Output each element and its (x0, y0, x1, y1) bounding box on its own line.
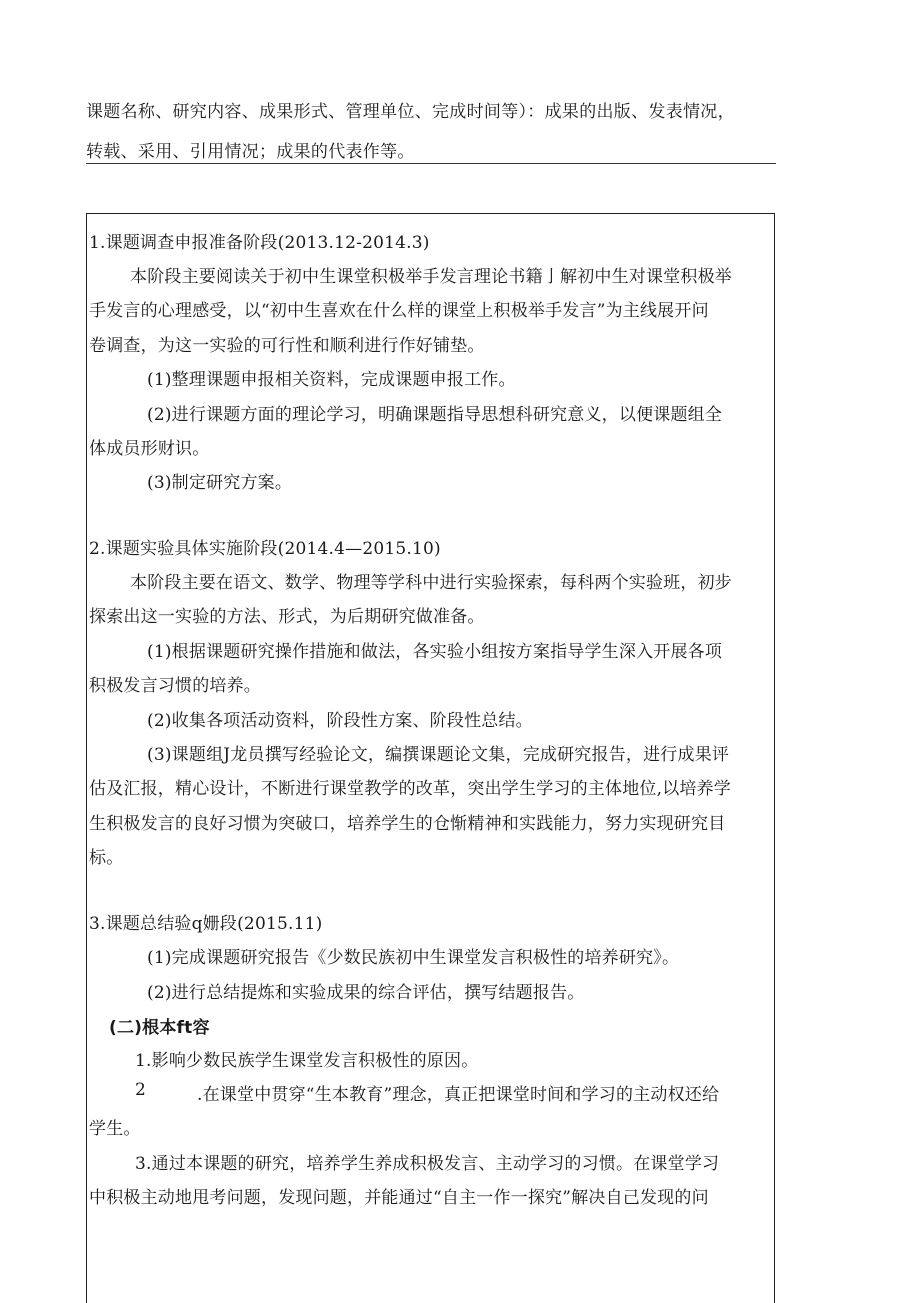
stage2-item-2: (2)收集各项活动资料，阶段性方案、阶段性总结。 (147, 711, 533, 731)
stage2-item-3: 估及汇报，精心设计，不断进行课堂教学的改革，突出学生学习的主体地位,以培养学 (89, 779, 732, 799)
content-item-3: 中积极主动地甩考问题，发现问题，并能通过“自主一作一探究”解决自己发现的问 (89, 1188, 709, 1208)
stage2-item-1: 积极发言习惯的培养。 (89, 676, 261, 696)
content-item-2-number: 2 (135, 1080, 147, 1100)
divider (86, 163, 776, 164)
content-item-3: 3.通过本课题的研究，培养学生养成积极发言、主动学习的习惯。在课堂学习 (135, 1154, 720, 1174)
stage1-paragraph: 本阶段主要阅读关于初中生课堂积极举手发言理论书籍亅解初中生对课堂积极举 (130, 267, 732, 287)
stage2-paragraph: 探索出这一实验的方法、形式，为后期研究做准备。 (89, 607, 485, 627)
stage2-heading: 2.课题实验具体实施阶段(2014.4—2015.10) (89, 539, 441, 559)
content-item-1: 1.影响少数民族学生课堂发言积极性的原因。 (135, 1051, 479, 1071)
stage2-item-3: (3)课题组J龙员撰写经验论文，编撰课题论文集，完成研究报告，进行成果评 (147, 745, 730, 765)
stage1-paragraph: 手发言的心理感受，以“初中生喜欢在什么样的课堂上积极举手发言”为主线展开问 (89, 301, 709, 321)
stage2-item-1: (1)根据课题研究操作措施和做法，各实验小组按方案指导学生深入开展各项 (147, 642, 723, 662)
content-heading: (二)根本ft容 (109, 1018, 210, 1038)
content-item-2: 学生。 (89, 1119, 141, 1139)
stage2-paragraph: 本阶段主要在语文、数学、物理等学科中进行实验探索，每科两个实验班，初步 (130, 573, 732, 593)
stage1-item-2: 体成员形财识。 (89, 439, 210, 459)
content-table-cell (86, 213, 775, 1303)
intro-line: 课题名称、研究内容、成果形式、管理单位、完成时间等）：成果的出版、发表情况， (86, 102, 735, 122)
stage1-item-2: (2)进行课题方面的理论学习，明确课题指导思想科研究意义，以便课题组全 (147, 405, 723, 425)
stage1-heading: 1.课题调查申报准备阶段(2013.12-2014.3) (89, 233, 430, 253)
intro-line: 转载、采用、引用情况；成果的代表作等。 (86, 142, 415, 162)
stage3-item-1: (1)完成课题研究报告《少数民族初中生课堂发言积极性的培养研究》。 (147, 948, 680, 968)
stage3-heading: 3.课题总结验q姗段(2015.11) (89, 914, 323, 934)
stage2-item-3: 生积极发言的良好习惯为突破口，培养学生的仓惭精神和实践能力，努力实现研究目 (89, 814, 726, 834)
stage1-item-3: (3)制定研究方案。 (147, 473, 293, 493)
stage2-item-3: 标。 (89, 848, 124, 868)
intro-text (86, 92, 776, 172)
stage3-item-2: (2)进行总结提炼和实验成果的综合评估，撰写结题报告。 (147, 983, 585, 1003)
stage1-item-1: (1)整理课题申报相关资料，完成课题申报工作。 (147, 370, 516, 390)
stage1-paragraph: 卷调查，为这一实验的可行性和顺利进行作好铺垫。 (89, 336, 485, 356)
content-item-2: .在课堂中贯穿“生本教育”理念，真正把课堂时间和学习的主动权还给 (197, 1085, 720, 1105)
